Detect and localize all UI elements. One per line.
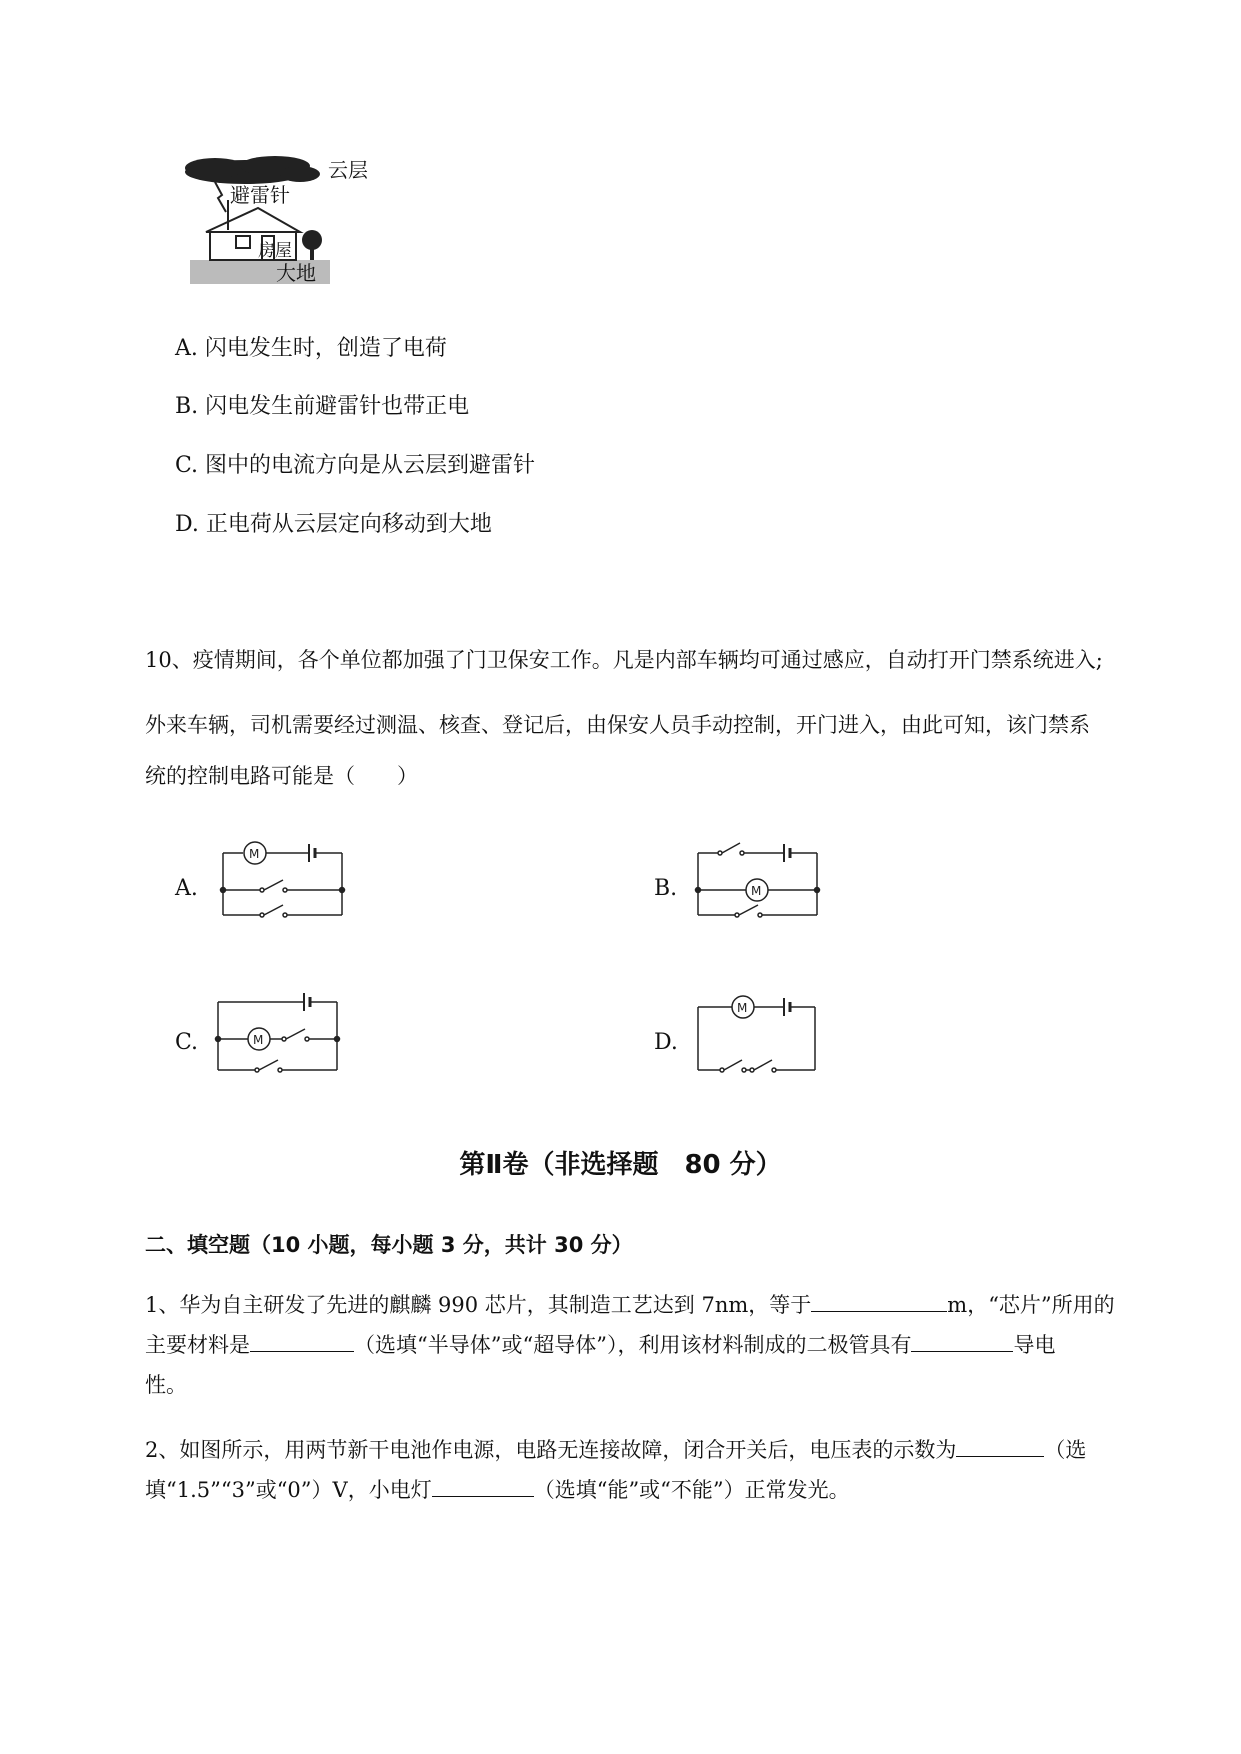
switch-icon [739,905,758,915]
q9-option-a [175,334,447,364]
fill-q1-line-2: 主要材料是 （选填“半导体”或“超导体”），利用该材料制成的二极管具有 导电 [145,1333,1056,1357]
q10-option-c-letter: C. [175,1030,199,1055]
switch-icon [754,1060,772,1070]
option-text: 图中的电流方向是从云层到避雷针 [205,453,536,478]
switch-icon [722,843,740,853]
label-cloud: 云层 [328,158,368,182]
option-text: 正电荷从云层定向移动到大地 [205,512,492,537]
lightning-diagram [170,150,410,290]
fill-q2-line-1: 2、如图所示，用两节新干电池作电源，电路无连接故障，闭合开关后，电压表的示数为 （选 [145,1438,1087,1462]
option-letter: C. [175,453,199,478]
lightning-bolt [215,182,226,212]
fill-q1-line-3: 性。 [145,1373,187,1397]
label-rod: 避雷针 [230,183,290,207]
label-house: 房屋 [258,241,292,261]
svg-text:M: M [249,847,260,861]
switch-icon [259,1060,278,1070]
label-ground: 大地 [276,261,316,285]
answer-blank[interactable] [911,1331,1013,1352]
fill-q2-line-2: 填“1.5”“3”或“0”）V，小电灯 （选填“能”或“不能”）正常发光。 [145,1478,850,1502]
option-text: 闪电发生前避雷针也带正电 [205,394,470,419]
answer-blank[interactable] [250,1331,354,1352]
q9-option-c [175,451,535,481]
answer-blank[interactable] [432,1476,534,1497]
switch-icon [724,1060,742,1070]
q10-line-3: 统的控制电路可能是（ ） [145,764,418,788]
lightning-figure [170,150,410,290]
option-letter: D. [175,512,199,537]
q10-option-a-letter: A. [175,876,198,901]
q10-line-1: 10、疫情期间，各个单位都加强了门卫保安工作。凡是内部车辆均可通过感应，自动打开门禁系统进入; [145,648,1103,672]
option-text: 闪电发生时，创造了电荷 [204,336,447,361]
svg-text:M: M [751,884,762,898]
section-title: 第Ⅱ卷（非选择题 80 分） [459,1150,782,1180]
answer-blank[interactable] [956,1436,1044,1457]
q10-line-2: 外来车辆，司机需要经过测温、核查、登记后，由保安人员手动控制，开门进入，由此可知，该门禁系 [145,713,1090,737]
answer-blank[interactable] [811,1291,947,1312]
cloud-shape [185,156,320,184]
circuit-b [690,835,830,929]
switch-icon [264,880,283,890]
switch-icon [286,1029,305,1039]
q9-option-b [175,392,469,422]
svg-text:M: M [737,1001,748,1015]
circuit-c [210,990,350,1084]
section-subtitle: 二、填空题（10 小题，每小题 3 分，共计 30 分） [145,1233,633,1257]
circuit-a [215,835,355,929]
q9-option-d [175,510,492,540]
switch-icon [264,905,283,915]
option-letter: B. [175,394,199,419]
svg-text:M: M [253,1033,264,1047]
q10-option-d-letter: D. [654,1030,678,1055]
tree-shape [302,230,322,250]
option-letter: A. [175,336,198,361]
fill-q1-line-1: 1、华为自主研发了先进的麒麟 990 芯片，其制造工艺达到 7nm，等于 m，“芯片”所用的 [145,1293,1115,1317]
q10-option-b-letter: B. [654,876,678,901]
circuit-d [690,990,830,1084]
